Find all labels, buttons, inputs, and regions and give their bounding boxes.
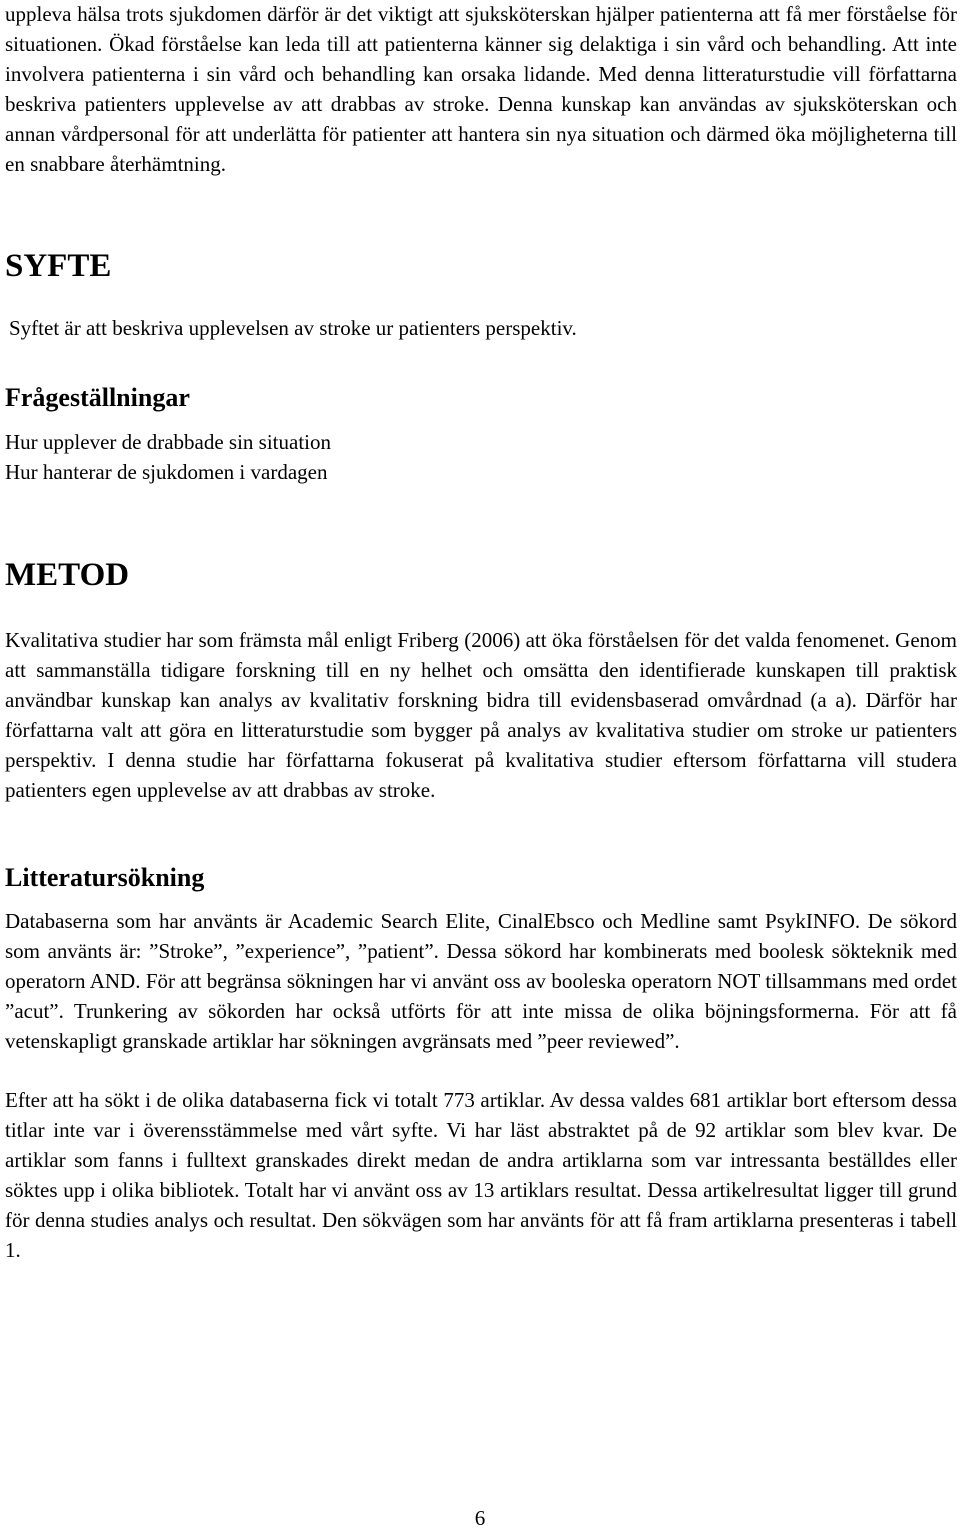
litteratursokning-paragraph-1: Databaserna som har använts är Academic Search Elite, CinalEbsco och Medline samt PsykINFO. De sökord som använts är: ”Stroke”, ”experience”, ”patient”. Dessa sökord har kombinerats med boolesk sökteknik med operatorn AND. För att begränsa sökningen har vi använt oss av booleska operatorn NOT tillsammans med ordet ”acut”. Trunkering av sökorden har också utförts för att inte missa de olika böjningsformerna. För att få vetenskapligt granskade artiklar har sökningen avgränsats med ”peer reviewed”. [5,909,957,1053]
intro-paragraph: uppleva hälsa trots sjukdomen därför är det viktigt att sjuksköterskan hjälper patienterna att få mer förståelse för situationen. Ökad förståelse kan leda till att patienterna känner sig delaktiga i sin vård och behandling. Att inte involvera patienterna i sin vård och behandling kan orsaka lidande. Med denna litteraturstudie vill författarna beskriva patienters upplevelse av att drabbas av stroke. Denna kunskap kan användas av sjuksköterskan och annan vårdpersonal för att underlätta för patienter att hantera sin nya situation och därmed öka möjligheterna till en snabbare återhämtning. [5,2,957,176]
litteratursokning-paragraph-2: Efter att ha sökt i de olika databaserna fick vi totalt 773 artiklar. Av dessa valdes 681 artiklar bort eftersom dessa titlar inte var i överensstämmelse med vårt syfte. Vi har läst abstraktet på de 92 artiklar som blev kvar. De artiklar som fanns i fulltext granskades direkt medan de andra artiklarna som var intressanta beställdes eller söktes upp i olika bibliotek. Totalt har vi använt oss av 13 artiklars resultat. Dessa artikelresultat ligger till grund för denna studies analys och resultat. Den sökvägen som har använts för att få fram artiklarna presenteras i tabell 1. [5,1088,957,1262]
litteratursokning-heading: Litteratursökning [5,863,205,892]
question-item-2: Hur hanterar de sjukdomen i vardagen [5,460,328,484]
question-list [5,427,957,487]
document-page [5,0,957,1265]
page-number: 6 [474,1506,486,1530]
syfte-text: Syftet är att beskriva upplevelsen av stroke ur patienters perspektiv. [9,316,577,340]
fragestallningar-heading: Frågeställningar [5,383,190,412]
question-item-1: Hur upplever de drabbade sin situation [5,430,331,454]
metod-heading: METOD [5,557,130,593]
syfte-heading: SYFTE [5,248,112,284]
metod-paragraph: Kvalitativa studier har som främsta mål enligt Friberg (2006) att öka förståelsen för det valda fenomenet. Genom att sammanställa tidigare forskning till en ny helhet och omsätta den identifierade kunskapen till praktisk användbar kunskap kan analys av kvalitativ forskning bidra till evidensbaserad omvårdnad (a a). Därför har författarna valt att göra en litteraturstudie som bygger på analys av kvalitativa studier om stroke ur patienters perspektiv. I denna studie har författarna fokuserat på kvalitativa studier eftersom författarna vill studera patienters egen upplevelse av att drabbas av stroke. [5,628,957,802]
